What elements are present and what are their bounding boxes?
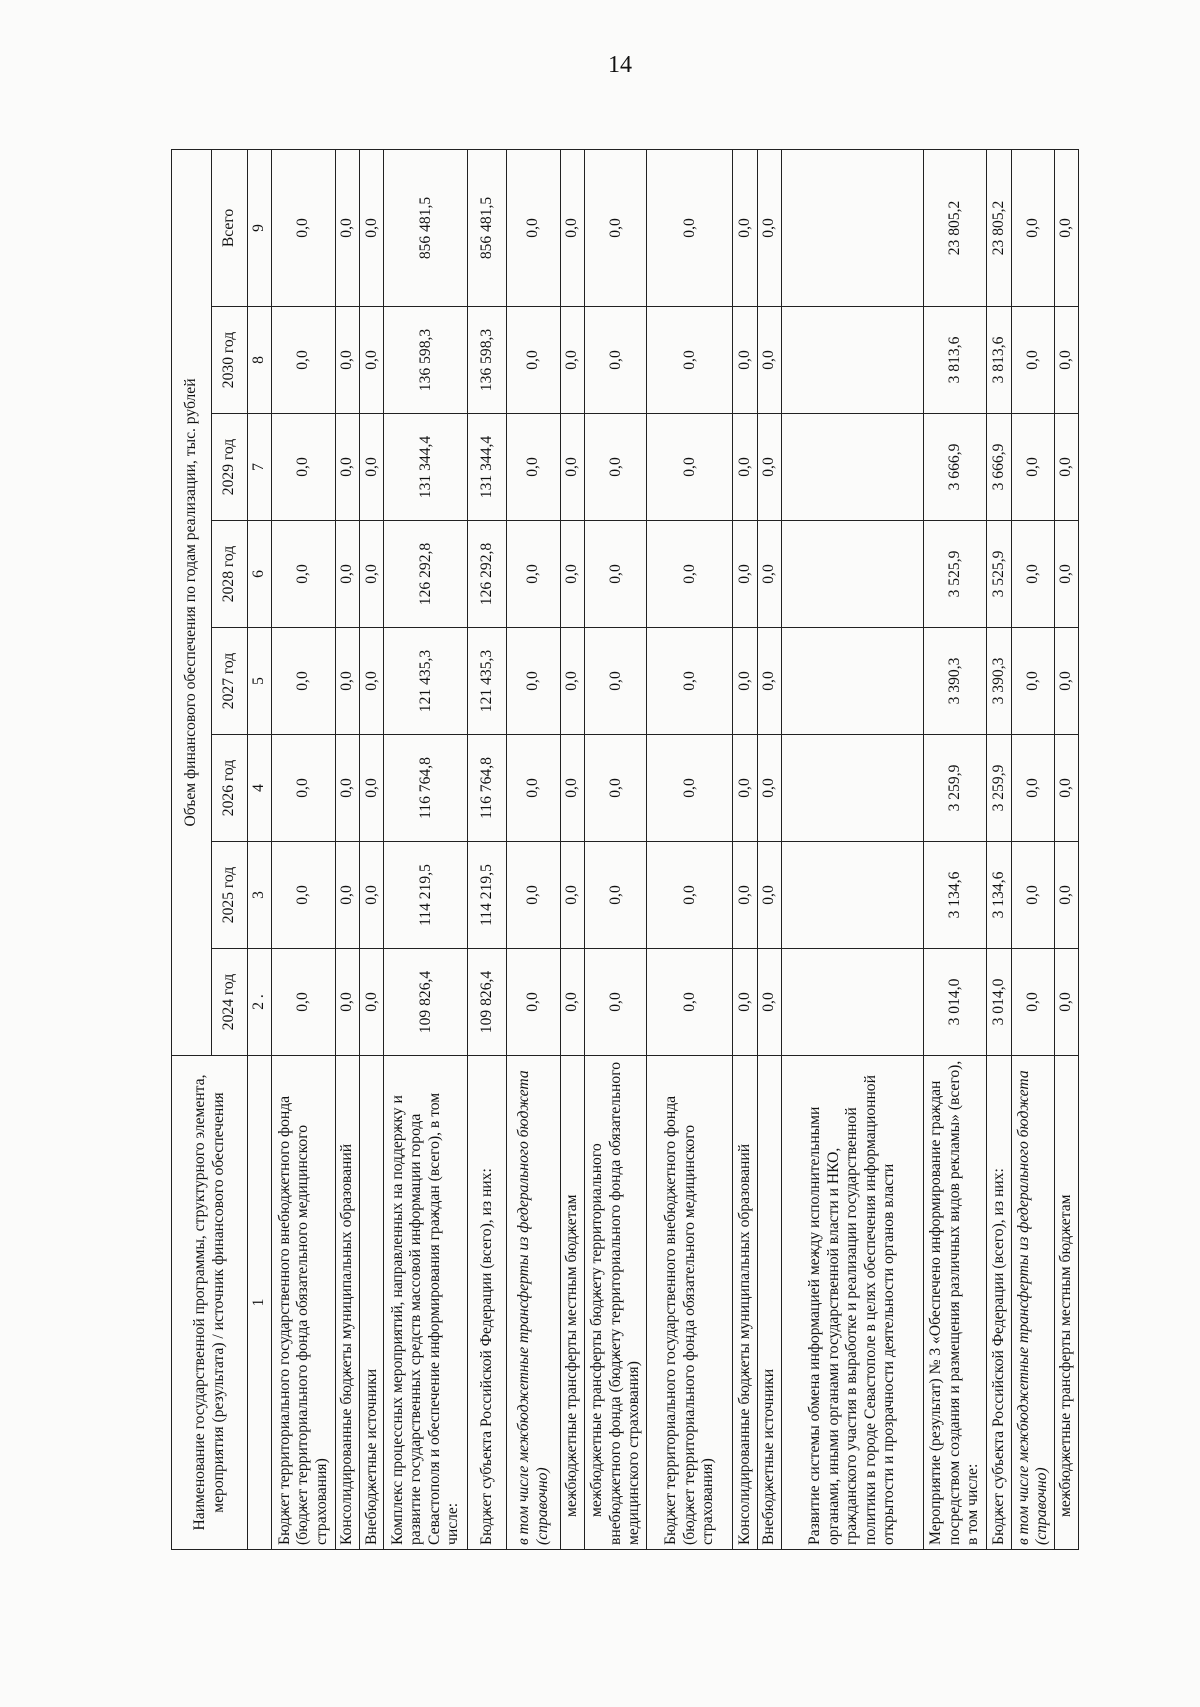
value-cell: 0,0 [272,149,336,306]
row-label: Бюджет субъекта Российской Федерации (всего), из них: [987,1056,1012,1550]
value-cell: 0,0 [585,949,647,1056]
year-header: Всего [212,149,248,306]
value-cell: 0,0 [758,307,782,414]
table-row [272,149,336,1549]
value-cell: 131 344,4 [468,414,507,521]
value-cell: 3 390,3 [923,628,987,735]
table-row [335,149,360,1549]
row-label: межбюджетные трансферты местным бюджетам [1054,1056,1078,1550]
value-cell: 0,0 [507,628,560,735]
value-cell: 0,0 [560,414,585,521]
value-cell: 0,0 [1011,628,1054,735]
value-cell: 0,0 [733,414,758,521]
column-index: 8 [248,307,272,414]
value-cell: 0,0 [335,628,360,735]
value-cell: 0,0 [335,735,360,842]
value-cell: 0,0 [585,628,647,735]
value-cell: 0,0 [560,307,585,414]
year-header: 2024 год [212,949,248,1056]
value-cell: 0,0 [507,842,560,949]
table-row [468,149,507,1549]
column-index: 2 . [248,949,272,1056]
value-cell: 0,0 [360,735,384,842]
value-cell: 0,0 [360,842,384,949]
value-cell: 0,0 [1011,521,1054,628]
column-index: 7 [248,414,272,521]
value-cell: 3 134,6 [923,842,987,949]
value-cell: 3 666,9 [987,414,1012,521]
column-index: 4 [248,735,272,842]
value-cell: 0,0 [560,628,585,735]
value-cell: 0,0 [733,735,758,842]
row-label: Консолидированные бюджеты муниципальных образований [335,1056,360,1550]
year-header: 2030 год [212,307,248,414]
value-cell: 3 813,6 [923,307,987,414]
value-cell: 3 014,0 [987,949,1012,1056]
row-label: в том числе межбюджетные трансферты из федерального бюджета (справочно) [507,1056,560,1550]
value-cell: 0,0 [758,149,782,306]
row-label: межбюджетные трансферты местным бюджетам [560,1056,585,1550]
value-cell: 856 481,5 [468,149,507,306]
value-cell: 0,0 [1011,414,1054,521]
value-cell [782,735,924,842]
table-row [782,149,924,1549]
value-cell: 3 666,9 [923,414,987,521]
value-cell: 114 219,5 [384,842,468,949]
row-label: Внебюджетные источники [360,1056,384,1550]
value-cell: 0,0 [1011,735,1054,842]
year-header: 2026 год [212,735,248,842]
value-cell: 0,0 [560,149,585,306]
year-header: 2027 год [212,628,248,735]
value-cell: 121 435,3 [384,628,468,735]
value-cell: 121 435,3 [468,628,507,735]
value-cell: 0,0 [585,842,647,949]
value-cell: 0,0 [733,628,758,735]
value-cell: 136 598,3 [468,307,507,414]
value-cell: 3 525,9 [923,521,987,628]
value-cell: 0,0 [1054,735,1078,842]
financing-table [171,149,1079,1550]
value-cell: 0,0 [733,949,758,1056]
column-index: 1 [248,1056,272,1550]
value-cell: 0,0 [758,628,782,735]
value-cell: 0,0 [272,842,336,949]
value-cell: 0,0 [733,307,758,414]
value-cell: 0,0 [335,949,360,1056]
value-cell: 0,0 [335,149,360,306]
value-cell: 0,0 [1054,307,1078,414]
value-cell: 0,0 [507,521,560,628]
value-cell: 0,0 [360,414,384,521]
value-cell: 0,0 [585,521,647,628]
value-cell: 0,0 [647,414,733,521]
value-cell: 0,0 [733,521,758,628]
value-cell: 109 826,4 [468,949,507,1056]
value-cell: 3 014,0 [923,949,987,1056]
value-cell: 23 805,2 [923,149,987,306]
value-cell: 856 481,5 [384,149,468,306]
value-cell: 131 344,4 [384,414,468,521]
row-label: в том числе межбюджетные трансферты из федерального бюджета (справочно) [1011,1056,1054,1550]
value-cell: 0,0 [360,949,384,1056]
value-cell: 0,0 [560,949,585,1056]
value-cell: 3 259,9 [987,735,1012,842]
value-cell: 0,0 [1054,949,1078,1056]
year-header: 2029 год [212,414,248,521]
value-cell: 0,0 [272,628,336,735]
value-cell: 0,0 [360,149,384,306]
value-cell: 0,0 [272,307,336,414]
rotated-table-wrapper [171,150,1079,1550]
value-cell: 0,0 [1011,307,1054,414]
value-cell: 0,0 [1054,521,1078,628]
row-label: Бюджет субъекта Российской Федерации (всего), из них: [468,1056,507,1550]
table-row [987,149,1012,1549]
year-header: 2028 год [212,521,248,628]
column-index: 6 [248,521,272,628]
value-cell: 3 259,9 [923,735,987,842]
value-cell: 0,0 [647,735,733,842]
value-cell: 0,0 [360,628,384,735]
value-cell: 0,0 [1054,842,1078,949]
value-cell: 0,0 [1054,414,1078,521]
value-cell: 0,0 [647,842,733,949]
table-row [733,149,758,1549]
value-cell: 0,0 [647,521,733,628]
value-cell: 0,0 [272,414,336,521]
value-cell: 0,0 [560,521,585,628]
value-cell: 0,0 [507,735,560,842]
value-cell: 0,0 [335,842,360,949]
value-cell [782,149,924,306]
value-cell: 0,0 [1054,149,1078,306]
value-cell: 126 292,8 [468,521,507,628]
value-cell: 0,0 [758,949,782,1056]
value-cell: 0,0 [272,735,336,842]
value-cell: 0,0 [507,949,560,1056]
value-cell: 0,0 [335,521,360,628]
value-cell: 0,0 [758,521,782,628]
value-cell: 3 390,3 [987,628,1012,735]
value-cell: 116 764,8 [468,735,507,842]
value-cell [782,949,924,1056]
table-row [647,149,733,1549]
table-row [560,149,585,1549]
value-cell: 3 813,6 [987,307,1012,414]
value-cell: 0,0 [560,842,585,949]
value-cell: 116 764,8 [384,735,468,842]
value-cell: 0,0 [758,735,782,842]
value-cell: 0,0 [272,521,336,628]
header-group: Объем финансового обеспечения по годам реализации, тыс. рублей [172,149,212,1055]
value-cell: 0,0 [335,307,360,414]
value-cell [782,628,924,735]
table-row [758,149,782,1549]
value-cell: 0,0 [272,949,336,1056]
value-cell: 0,0 [647,628,733,735]
row-label: Бюджет территориального государственного внебюджетного фонда (бюджет территориального фонда обязательного медицинского страхования) [272,1056,336,1550]
value-cell [782,521,924,628]
value-cell: 0,0 [585,149,647,306]
table-row [384,149,468,1549]
row-label: Внебюджетные источники [758,1056,782,1550]
value-cell: 0,0 [758,414,782,521]
table-row [1011,149,1054,1549]
row-label: Консолидированные бюджеты муниципальных образований [733,1056,758,1550]
value-cell: 0,0 [507,149,560,306]
value-cell: 0,0 [335,414,360,521]
value-cell: 0,0 [585,307,647,414]
row-label: Бюджет территориального государственного внебюджетного фонда (бюджет территориального фонда обязательного медицинского страхования) [647,1056,733,1550]
value-cell: 0,0 [1054,628,1078,735]
value-cell: 3 525,9 [987,521,1012,628]
value-cell: 0,0 [585,735,647,842]
column-index: 3 [248,842,272,949]
row-label: межбюджетные трансферты бюджету территориального внебюджетного фонда (бюджету территориального фонда обязательного медицинского страхования) [585,1056,647,1550]
value-cell: 0,0 [647,149,733,306]
row-label: Мероприятие (результат) № 3 «Обеспечено информирование граждан посредством создания и размещения различных видов рекламы» (всего), в том числе: [923,1056,987,1550]
header-name: Наименование государственной программы, структурного элемента, мероприятия (результата) / источник финансового обеспечения [172,1056,248,1550]
value-cell [782,842,924,949]
value-cell: 0,0 [360,521,384,628]
value-cell: 0,0 [647,949,733,1056]
row-label: Развитие системы обмена информацией между исполнительными органами, иными органами государственной власти и НКО, гражданского участия в выработке и реализации государственной политики в городе Севастополе в целях обеспечения информационной открытости и прозрачности деятельности органов власти [782,1056,924,1550]
year-header: 2025 год [212,842,248,949]
value-cell: 0,0 [758,842,782,949]
value-cell: 0,0 [733,842,758,949]
value-cell: 0,0 [733,149,758,306]
value-cell: 0,0 [360,307,384,414]
table-row [585,149,647,1549]
value-cell: 0,0 [507,307,560,414]
value-cell: 109 826,4 [384,949,468,1056]
value-cell: 0,0 [560,735,585,842]
value-cell: 0,0 [647,307,733,414]
column-index: 9 [248,149,272,306]
column-index: 5 [248,628,272,735]
row-label: Комплекс процессных мероприятий, направленных на поддержку и развитие государственных средств массовой информации города Севастополя и обеспечение информирования граждан (всего), в том числе: [384,1056,468,1550]
value-cell: 126 292,8 [384,521,468,628]
table-row [923,149,987,1549]
value-cell: 0,0 [507,414,560,521]
value-cell: 0,0 [585,414,647,521]
table-row [1054,149,1078,1549]
value-cell: 3 134,6 [987,842,1012,949]
table-row [360,149,384,1549]
value-cell: 0,0 [1011,149,1054,306]
table-row [507,149,560,1549]
value-cell: 0,0 [1011,949,1054,1056]
value-cell [782,414,924,521]
value-cell [782,307,924,414]
value-cell: 23 805,2 [987,149,1012,306]
value-cell: 136 598,3 [384,307,468,414]
value-cell: 114 219,5 [468,842,507,949]
page-number: 14 [608,52,632,78]
value-cell: 0,0 [1011,842,1054,949]
